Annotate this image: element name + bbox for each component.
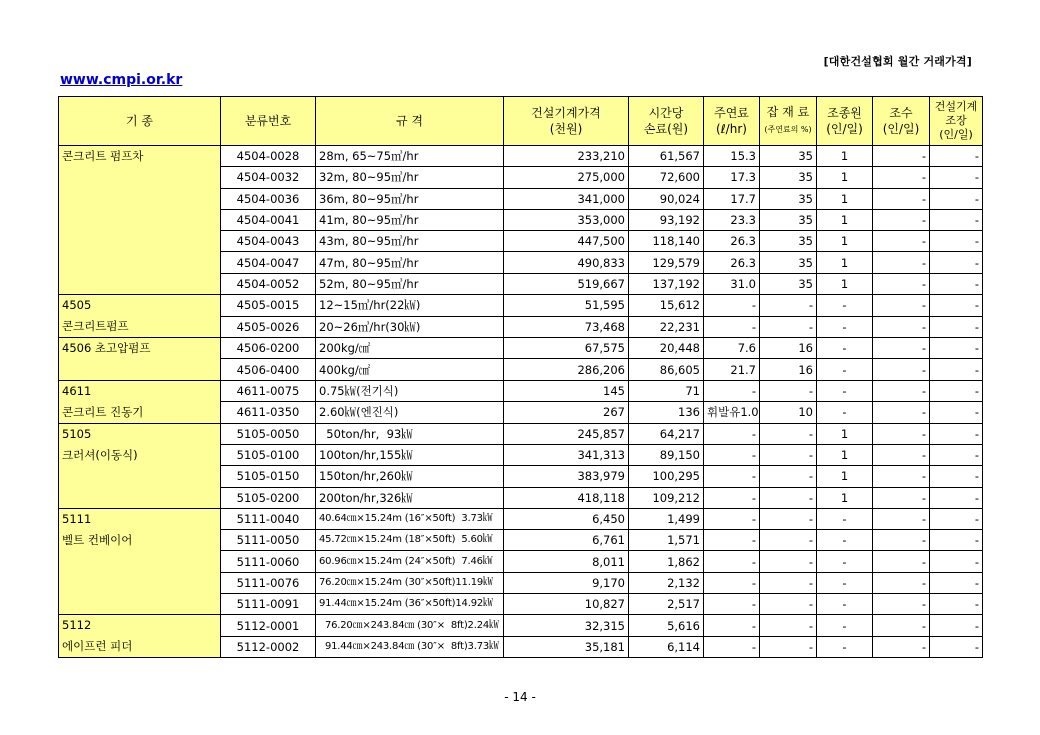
assistant-cell: -	[873, 316, 930, 338]
foreman-cell: -	[930, 338, 983, 359]
fuel-cell: 7.6	[704, 338, 760, 359]
operator-cell: 1	[817, 146, 873, 167]
foreman-cell: -	[930, 615, 983, 637]
price-cell: 32,315	[504, 615, 629, 637]
foreman-cell: -	[930, 466, 983, 487]
header-misc: 잡 재 료 (주연료의 %)	[760, 97, 817, 146]
misc-cell: 35	[760, 146, 817, 167]
spec-cell: 28m, 65~75㎥/hr	[316, 146, 504, 167]
group-name-cell	[59, 338, 221, 381]
fuel-cell: 17.3	[704, 167, 760, 188]
spec-cell: 41m, 80~95㎥/hr	[316, 209, 504, 230]
spec-cell: 36m, 80~95㎥/hr	[316, 188, 504, 209]
operator-cell: -	[817, 615, 873, 637]
code-cell: 4504-0028	[221, 146, 316, 167]
group-name-line: 크러셔(이동식)	[62, 447, 138, 462]
price-cell: 275,000	[504, 167, 629, 188]
spec-cell: 200kg/㎠	[316, 338, 504, 359]
hourly-cell: 1,571	[629, 530, 704, 551]
code-cell: 5111-0040	[221, 508, 316, 529]
misc-cell: -	[760, 295, 817, 317]
hourly-cell: 2,132	[629, 572, 704, 593]
misc-cell: -	[760, 487, 817, 508]
hourly-cell: 72,600	[629, 167, 704, 188]
fuel-cell: -	[704, 380, 760, 402]
table-row	[59, 146, 983, 167]
code-cell: 4504-0036	[221, 188, 316, 209]
spec-cell: 76.20㎝×243.84㎝ (30″× 8ft)2.24㎾	[316, 615, 504, 637]
hourly-cell: 89,150	[629, 444, 704, 465]
spec-cell: 200ton/hr,326㎾	[316, 487, 504, 508]
price-cell: 267	[504, 402, 629, 424]
fuel-cell: -	[704, 551, 760, 572]
spec-cell: 43m, 80~95㎥/hr	[316, 231, 504, 252]
group-name-line: 콘크리트 진동기	[62, 404, 144, 419]
header-fuel: 주연료 (ℓ/hr)	[704, 97, 760, 146]
code-cell: 4506-0200	[221, 338, 316, 359]
misc-cell: -	[760, 444, 817, 465]
foreman-cell: -	[930, 188, 983, 209]
code-cell: 4504-0032	[221, 167, 316, 188]
hourly-cell: 71	[629, 380, 704, 402]
table-row	[59, 295, 983, 317]
price-cell: 490,833	[504, 252, 629, 273]
hourly-cell: 86,605	[629, 359, 704, 380]
code-cell: 5111-0060	[221, 551, 316, 572]
price-cell: 9,170	[504, 572, 629, 593]
operator-cell: -	[817, 295, 873, 317]
fuel-cell: 31.0	[704, 273, 760, 294]
assistant-cell: -	[873, 209, 930, 230]
fuel-cell: 23.3	[704, 209, 760, 230]
price-cell: 8,011	[504, 551, 629, 572]
foreman-cell: -	[930, 402, 983, 424]
group-name-line: 콘크리트펌프	[62, 319, 129, 334]
group-name-cell	[59, 380, 221, 423]
code-cell: 5111-0050	[221, 530, 316, 551]
source-label: [대한건설협회 월간 거래가격]	[823, 55, 972, 68]
fuel-cell: 휘발유1.0	[704, 402, 760, 424]
code-cell: 5111-0091	[221, 594, 316, 615]
spec-cell: 76.20㎝×15.24m (30″×50ft)11.19㎾	[316, 572, 504, 593]
header-price: 건설기계가격 (천원)	[504, 97, 629, 146]
group-name-cell	[59, 423, 221, 508]
hourly-cell: 6,114	[629, 636, 704, 658]
price-cell: 418,118	[504, 487, 629, 508]
spec-cell: 150ton/hr,260㎾	[316, 466, 504, 487]
assistant-cell: -	[873, 402, 930, 424]
spec-cell: 47m, 80~95㎥/hr	[316, 252, 504, 273]
misc-cell: 16	[760, 338, 817, 359]
operator-cell: 1	[817, 466, 873, 487]
misc-cell: -	[760, 530, 817, 551]
operator-cell: 1	[817, 273, 873, 294]
hourly-cell: 1,862	[629, 551, 704, 572]
operator-cell: 1	[817, 167, 873, 188]
operator-cell: -	[817, 636, 873, 658]
assistant-cell: -	[873, 530, 930, 551]
hourly-cell: 61,567	[629, 146, 704, 167]
fuel-cell: -	[704, 316, 760, 338]
assistant-cell: -	[873, 487, 930, 508]
hourly-cell: 20,448	[629, 338, 704, 359]
hourly-cell: 129,579	[629, 252, 704, 273]
fuel-cell: -	[704, 508, 760, 529]
operator-cell: -	[817, 380, 873, 402]
group-name-line: 5112	[62, 618, 92, 633]
foreman-cell: -	[930, 359, 983, 380]
header-assistant: 조수 (인/일)	[873, 97, 930, 146]
assistant-cell: -	[873, 252, 930, 273]
foreman-cell: -	[930, 508, 983, 529]
hourly-cell: 137,192	[629, 273, 704, 294]
foreman-cell: -	[930, 444, 983, 465]
spec-cell: 400kg/㎠	[316, 359, 504, 380]
group-name-line: 벨트 컨베이어	[62, 532, 133, 547]
fuel-cell: -	[704, 487, 760, 508]
hourly-cell: 2,517	[629, 594, 704, 615]
spec-cell: 91.44㎝×15.24m (36″×50ft)14.92㎾	[316, 594, 504, 615]
operator-cell: 1	[817, 231, 873, 252]
hourly-cell: 15,612	[629, 295, 704, 317]
spec-cell: 12~15㎥/hr(22㎾)	[316, 295, 504, 317]
price-cell: 6,761	[504, 530, 629, 551]
hourly-cell: 90,024	[629, 188, 704, 209]
misc-cell: -	[760, 636, 817, 658]
code-cell: 4611-0350	[221, 402, 316, 424]
misc-cell: -	[760, 572, 817, 593]
group-name-line: 4611	[62, 383, 92, 398]
group-name-line: 4506 초고압펌프	[62, 341, 151, 356]
price-cell: 286,206	[504, 359, 629, 380]
price-cell: 73,468	[504, 316, 629, 338]
operator-cell: 1	[817, 423, 873, 444]
code-cell: 4504-0041	[221, 209, 316, 230]
operator-cell: 1	[817, 188, 873, 209]
code-cell: 4504-0052	[221, 273, 316, 294]
table-row	[59, 380, 983, 402]
operator-cell: 1	[817, 252, 873, 273]
fuel-cell: -	[704, 466, 760, 487]
table-row	[59, 615, 983, 637]
assistant-cell: -	[873, 572, 930, 593]
foreman-cell: -	[930, 423, 983, 444]
group-name-line: 콘크리트 펌프차	[62, 149, 144, 163]
code-cell: 5112-0001	[221, 615, 316, 637]
fuel-cell: 17.7	[704, 188, 760, 209]
assistant-cell: -	[873, 146, 930, 167]
assistant-cell: -	[873, 167, 930, 188]
price-cell: 353,000	[504, 209, 629, 230]
fuel-cell: -	[704, 295, 760, 317]
assistant-cell: -	[873, 380, 930, 402]
foreman-cell: -	[930, 146, 983, 167]
foreman-cell: -	[930, 487, 983, 508]
hourly-cell: 5,616	[629, 615, 704, 637]
misc-cell: -	[760, 508, 817, 529]
fuel-cell: -	[704, 594, 760, 615]
misc-cell: -	[760, 594, 817, 615]
assistant-cell: -	[873, 594, 930, 615]
spec-cell: 50ton/hr, 93㎾	[316, 423, 504, 444]
fuel-cell: -	[704, 636, 760, 658]
group-name-cell	[59, 615, 221, 658]
hourly-cell: 1,499	[629, 508, 704, 529]
spec-cell: 60.96㎝×15.24m (24″×50ft) 7.46㎾	[316, 551, 504, 572]
operator-cell: 1	[817, 487, 873, 508]
misc-cell: 16	[760, 359, 817, 380]
header-foreman: 건설기계 조장 (인/일)	[930, 97, 983, 146]
foreman-cell: -	[930, 380, 983, 402]
operator-cell: -	[817, 316, 873, 338]
page-number: - 14 -	[504, 690, 536, 704]
price-cell: 233,210	[504, 146, 629, 167]
foreman-cell: -	[930, 231, 983, 252]
code-cell: 5105-0050	[221, 423, 316, 444]
fuel-cell: 21.7	[704, 359, 760, 380]
group-name-line: 에이프런 피더	[62, 639, 133, 654]
price-cell: 35,181	[504, 636, 629, 658]
price-cell: 145	[504, 380, 629, 402]
header-code: 분류번호	[221, 97, 316, 146]
assistant-cell: -	[873, 188, 930, 209]
price-cell: 10,827	[504, 594, 629, 615]
price-cell: 447,500	[504, 231, 629, 252]
misc-cell: 35	[760, 252, 817, 273]
fuel-cell: -	[704, 572, 760, 593]
misc-cell: -	[760, 615, 817, 637]
operator-cell: -	[817, 338, 873, 359]
foreman-cell: -	[930, 636, 983, 658]
operator-cell: -	[817, 551, 873, 572]
hourly-cell: 93,192	[629, 209, 704, 230]
fuel-cell: -	[704, 530, 760, 551]
code-cell: 4611-0075	[221, 380, 316, 402]
hourly-cell: 22,231	[629, 316, 704, 338]
code-cell: 4504-0043	[221, 231, 316, 252]
header-kind: 기 종	[59, 97, 221, 146]
code-cell: 4506-0400	[221, 359, 316, 380]
assistant-cell: -	[873, 273, 930, 294]
misc-cell: -	[760, 466, 817, 487]
operator-cell: 1	[817, 444, 873, 465]
fuel-cell: 26.3	[704, 252, 760, 273]
price-cell: 383,979	[504, 466, 629, 487]
spec-cell: 20~26㎥/hr(30㎾)	[316, 316, 504, 338]
header-row	[59, 97, 983, 146]
hourly-cell: 118,140	[629, 231, 704, 252]
foreman-cell: -	[930, 316, 983, 338]
price-table	[58, 96, 983, 658]
code-cell: 4504-0047	[221, 252, 316, 273]
foreman-cell: -	[930, 167, 983, 188]
spec-cell: 2.60㎾(엔진식)	[316, 402, 504, 424]
hourly-cell: 109,212	[629, 487, 704, 508]
group-name-cell	[59, 508, 221, 614]
group-name-line: 4505	[62, 298, 92, 313]
assistant-cell: -	[873, 338, 930, 359]
operator-cell: -	[817, 572, 873, 593]
group-name-line: 5111	[62, 511, 92, 526]
misc-cell: -	[760, 316, 817, 338]
assistant-cell: -	[873, 231, 930, 252]
table-row	[59, 338, 983, 359]
misc-cell: 35	[760, 209, 817, 230]
misc-cell: -	[760, 423, 817, 444]
fuel-cell: -	[704, 615, 760, 637]
foreman-cell: -	[930, 252, 983, 273]
code-cell: 5105-0200	[221, 487, 316, 508]
foreman-cell: -	[930, 295, 983, 317]
assistant-cell: -	[873, 466, 930, 487]
foreman-cell: -	[930, 273, 983, 294]
misc-cell: 35	[760, 188, 817, 209]
misc-cell: -	[760, 380, 817, 402]
header-operator: 조종원 (인/일)	[817, 97, 873, 146]
code-cell: 4505-0015	[221, 295, 316, 317]
operator-cell: 1	[817, 209, 873, 230]
price-cell: 67,575	[504, 338, 629, 359]
fuel-cell: 15.3	[704, 146, 760, 167]
code-cell: 5112-0002	[221, 636, 316, 658]
foreman-cell: -	[930, 572, 983, 593]
foreman-cell: -	[930, 530, 983, 551]
fuel-cell: -	[704, 423, 760, 444]
foreman-cell: -	[930, 551, 983, 572]
group-name-cell	[59, 146, 221, 295]
foreman-cell: -	[930, 209, 983, 230]
assistant-cell: -	[873, 295, 930, 317]
misc-cell: 35	[760, 231, 817, 252]
hourly-cell: 100,295	[629, 466, 704, 487]
misc-cell: -	[760, 551, 817, 572]
price-cell: 341,313	[504, 444, 629, 465]
code-cell: 4505-0026	[221, 316, 316, 338]
code-cell: 5105-0100	[221, 444, 316, 465]
assistant-cell: -	[873, 444, 930, 465]
hourly-cell: 64,217	[629, 423, 704, 444]
price-cell: 341,000	[504, 188, 629, 209]
price-cell: 51,595	[504, 295, 629, 317]
spec-cell: 91.44㎝×243.84㎝ (30″× 8ft)3.73㎾	[316, 636, 504, 658]
assistant-cell: -	[873, 615, 930, 637]
assistant-cell: -	[873, 508, 930, 529]
foreman-cell: -	[930, 594, 983, 615]
assistant-cell: -	[873, 551, 930, 572]
code-cell: 5105-0150	[221, 466, 316, 487]
operator-cell: -	[817, 359, 873, 380]
fuel-cell: 26.3	[704, 231, 760, 252]
spec-cell: 0.75㎾(전기식)	[316, 380, 504, 402]
code-cell: 5111-0076	[221, 572, 316, 593]
misc-cell: 35	[760, 167, 817, 188]
spec-cell: 32m, 80~95㎥/hr	[316, 167, 504, 188]
assistant-cell: -	[873, 359, 930, 380]
operator-cell: -	[817, 402, 873, 424]
header-spec: 규 격	[316, 97, 504, 146]
fuel-cell: -	[704, 444, 760, 465]
group-name-line: 5105	[62, 426, 92, 441]
price-cell: 519,667	[504, 273, 629, 294]
price-cell: 6,450	[504, 508, 629, 529]
group-name-cell	[59, 295, 221, 338]
spec-cell: 40.64㎝×15.24m (16″×50ft) 3.73㎾	[316, 508, 504, 529]
assistant-cell: -	[873, 423, 930, 444]
hourly-cell: 136	[629, 402, 704, 424]
price-cell: 245,857	[504, 423, 629, 444]
operator-cell: -	[817, 508, 873, 529]
table-row	[59, 423, 983, 444]
table-row	[59, 508, 983, 529]
operator-cell: -	[817, 530, 873, 551]
operator-cell: -	[817, 594, 873, 615]
misc-cell: 10	[760, 402, 817, 424]
spec-cell: 52m, 80~95㎥/hr	[316, 273, 504, 294]
assistant-cell: -	[873, 636, 930, 658]
website-link[interactable]: www.cmpi.or.kr	[60, 72, 183, 88]
spec-cell: 100ton/hr,155㎾	[316, 444, 504, 465]
header-hourly: 시간당 손료(원)	[629, 97, 704, 146]
spec-cell: 45.72㎝×15.24m (18″×50ft) 5.60㎾	[316, 530, 504, 551]
misc-cell: 35	[760, 273, 817, 294]
